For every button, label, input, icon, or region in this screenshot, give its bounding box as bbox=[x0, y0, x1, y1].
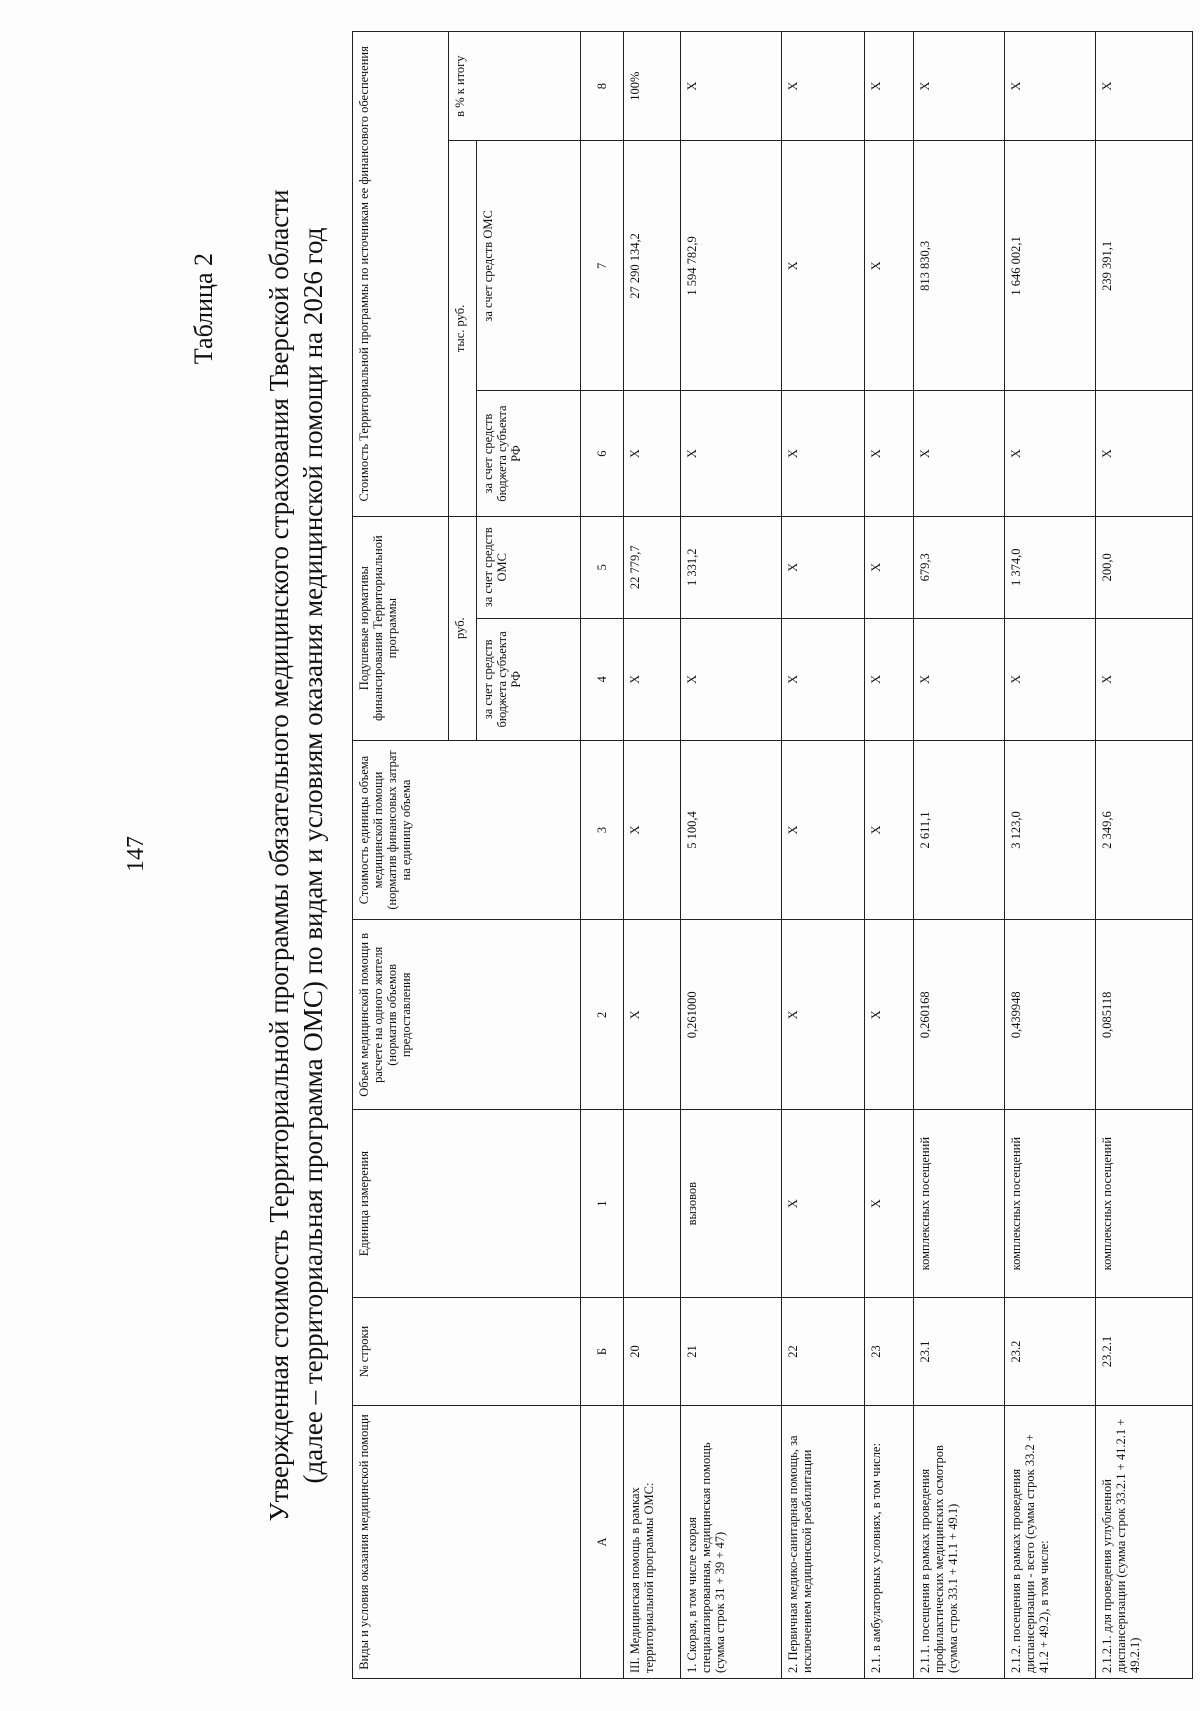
header-percent: в % к итогу bbox=[449, 32, 581, 141]
row-norm-oms: 1 374,0 bbox=[1005, 516, 1096, 618]
row-norm-oms: 200,0 bbox=[1096, 516, 1193, 618]
index-cell: Б bbox=[581, 1297, 624, 1405]
row-unit: Х bbox=[865, 1110, 914, 1298]
row-name: 2.1.2.1. для проведения углубленной диспансеризации (сумма строк 33.2.1 + 41.2.1 + 49.2.1) bbox=[1096, 1406, 1193, 1679]
row-percent: Х bbox=[782, 32, 865, 141]
table-row bbox=[914, 32, 1005, 1679]
row-norm-budget: Х bbox=[782, 618, 865, 740]
row-norm-budget: Х bbox=[1005, 618, 1096, 740]
row-cost-oms: Х bbox=[782, 141, 865, 391]
header-unit: Единица измерения bbox=[353, 1110, 581, 1298]
row-percent: 100% bbox=[624, 32, 681, 141]
row-cost-budget: Х bbox=[1005, 391, 1096, 516]
row-cost-budget: Х bbox=[914, 391, 1005, 516]
table-row bbox=[624, 32, 681, 1679]
index-cell: 3 bbox=[581, 740, 624, 920]
row-name: 2. Первичная медико-санитарная помощь, за исключением медицинской реабилитации bbox=[782, 1406, 865, 1679]
row-name: 2.1.2. посещения в рамках проведения диспансеризации - всего (сумма строк 33.2 + 41.2 + 49.2), в том числе: bbox=[1005, 1406, 1096, 1679]
table-row bbox=[865, 32, 914, 1679]
index-cell: 5 bbox=[581, 516, 624, 618]
header-program-cost: Стоимость Территориальной программы по источникам ее финансового обеспечения bbox=[353, 32, 449, 517]
row-unit: комплексных посещений bbox=[1005, 1110, 1096, 1298]
index-cell: 1 bbox=[581, 1110, 624, 1298]
row-unit-cost: 2 611,1 bbox=[914, 740, 1005, 920]
row-volume: 0,439948 bbox=[1005, 920, 1096, 1110]
row-line-no: 23.1 bbox=[914, 1297, 1005, 1405]
row-percent: Х bbox=[914, 32, 1005, 141]
title-line-1: Утвержденная стоимость Территориальной программы обязательного медицинского страхования Тверской области bbox=[264, 189, 294, 1522]
row-unit: вызовов bbox=[681, 1110, 782, 1298]
row-volume: 0,085118 bbox=[1096, 920, 1193, 1110]
row-norm-budget: Х bbox=[681, 618, 782, 740]
row-norm-oms: 679,3 bbox=[914, 516, 1005, 618]
row-cost-budget: Х bbox=[681, 391, 782, 516]
row-cost-budget: Х bbox=[624, 391, 681, 516]
table-row bbox=[681, 32, 782, 1679]
row-line-no: 23 bbox=[865, 1297, 914, 1405]
cost-table bbox=[352, 31, 1193, 1679]
table-row bbox=[782, 32, 865, 1679]
row-cost-budget: Х bbox=[1096, 391, 1193, 516]
table-body bbox=[581, 32, 1193, 1679]
row-volume: Х bbox=[624, 920, 681, 1110]
row-norm-budget: Х bbox=[865, 618, 914, 740]
row-line-no: 23.2 bbox=[1005, 1297, 1096, 1405]
row-cost-budget: Х bbox=[865, 391, 914, 516]
table-row bbox=[1096, 32, 1193, 1679]
table-label: Таблица 2 bbox=[189, 253, 218, 365]
row-unit-cost: 5 100,4 bbox=[681, 740, 782, 920]
row-name: 2.1.1. посещения в рамках проведения профилактических медицинских осмотров (сумма строк 33.1 + 41.1 + 49.1) bbox=[914, 1406, 1005, 1679]
index-cell: 8 bbox=[581, 32, 624, 141]
row-norm-budget: Х bbox=[624, 618, 681, 740]
row-line-no: 21 bbox=[681, 1297, 782, 1405]
header-cost-budget: за счет средств бюджета субъекта РФ bbox=[477, 391, 581, 516]
row-cost-oms: 239 391,1 bbox=[1096, 141, 1193, 391]
header-per-capita-norms: Подушевые нормативы финансирования Территориальной программы bbox=[353, 516, 449, 740]
row-line-no: 20 bbox=[624, 1297, 681, 1405]
row-unit-cost: Х bbox=[782, 740, 865, 920]
row-percent: Х bbox=[1096, 32, 1193, 141]
row-volume: Х bbox=[782, 920, 865, 1110]
row-volume: 0,260168 bbox=[914, 920, 1005, 1110]
table-row bbox=[1005, 32, 1096, 1679]
header-cost-oms: за счет средств ОМС bbox=[477, 141, 581, 391]
row-volume: Х bbox=[865, 920, 914, 1110]
row-name: 1. Скорая, в том числе скорая специализированная, медицинская помощь (сумма строк 31 + 39 + 47) bbox=[681, 1406, 782, 1679]
header-kind: Виды и условия оказания медицинской помощи bbox=[353, 1406, 581, 1679]
row-unit-cost: 3 123,0 bbox=[1005, 740, 1096, 920]
index-cell: 7 bbox=[581, 141, 624, 391]
index-cell: 4 bbox=[581, 618, 624, 740]
row-cost-oms: 813 830,3 bbox=[914, 141, 1005, 391]
header-norm-oms: за счет средств ОМС bbox=[477, 516, 581, 618]
row-cost-oms: 1 646 002,1 bbox=[1005, 141, 1096, 391]
row-line-no: 23.2.1 bbox=[1096, 1297, 1193, 1405]
index-cell: 6 bbox=[581, 391, 624, 516]
row-unit: комплексных посещений bbox=[914, 1110, 1005, 1298]
row-cost-oms: 27 290 134,2 bbox=[624, 141, 681, 391]
column-index-row bbox=[581, 32, 624, 1679]
row-norm-budget: Х bbox=[914, 618, 1005, 740]
row-norm-oms: Х bbox=[865, 516, 914, 618]
row-norm-oms: 22 779,7 bbox=[624, 516, 681, 618]
index-cell: А bbox=[581, 1406, 624, 1679]
row-unit-cost: Х bbox=[865, 740, 914, 920]
header-volume: Объем медицинской помощи в расчете на одного жителя (норматив объемов предоставления bbox=[353, 920, 581, 1110]
row-norm-oms: 1 331,2 bbox=[681, 516, 782, 618]
row-volume: 0,261000 bbox=[681, 920, 782, 1110]
header-unit-cost: Стоимость единицы объема медицинской помощи (норматив финансовых затрат на единицу объема bbox=[353, 740, 581, 920]
row-unit-cost: 2 349,6 bbox=[1096, 740, 1193, 920]
row-cost-oms: 1 594 782,9 bbox=[681, 141, 782, 391]
header-norm-budget: за счет средств бюджета субъекта РФ bbox=[477, 618, 581, 740]
row-percent: Х bbox=[865, 32, 914, 141]
page-number: 147 bbox=[123, 836, 149, 872]
header-line-no: № строки bbox=[353, 1297, 581, 1405]
row-unit: комплексных посещений bbox=[1096, 1110, 1193, 1298]
row-norm-budget: Х bbox=[1096, 618, 1193, 740]
row-unit bbox=[624, 1110, 681, 1298]
row-line-no: 22 bbox=[782, 1297, 865, 1405]
row-name: III. Медицинская помощь в рамках территориальной программы ОМС: bbox=[624, 1406, 681, 1679]
header-cost-unit: тыс. руб. bbox=[449, 141, 477, 516]
row-percent: Х bbox=[1005, 32, 1096, 141]
row-norm-oms: Х bbox=[782, 516, 865, 618]
row-cost-oms: Х bbox=[865, 141, 914, 391]
row-cost-budget: Х bbox=[782, 391, 865, 516]
title-line-2: (далее – территориальная программа ОМС) по видам и условиям оказания медицинской помощи на 2026 год bbox=[298, 227, 328, 1484]
row-unit: Х bbox=[782, 1110, 865, 1298]
row-percent: Х bbox=[681, 32, 782, 141]
document-title bbox=[262, 0, 330, 1711]
row-name: 2.1. в амбулаторных условиях, в том числе: bbox=[865, 1406, 914, 1679]
index-cell: 2 bbox=[581, 920, 624, 1110]
header-norms-unit: руб. bbox=[449, 516, 477, 740]
row-unit-cost: Х bbox=[624, 740, 681, 920]
